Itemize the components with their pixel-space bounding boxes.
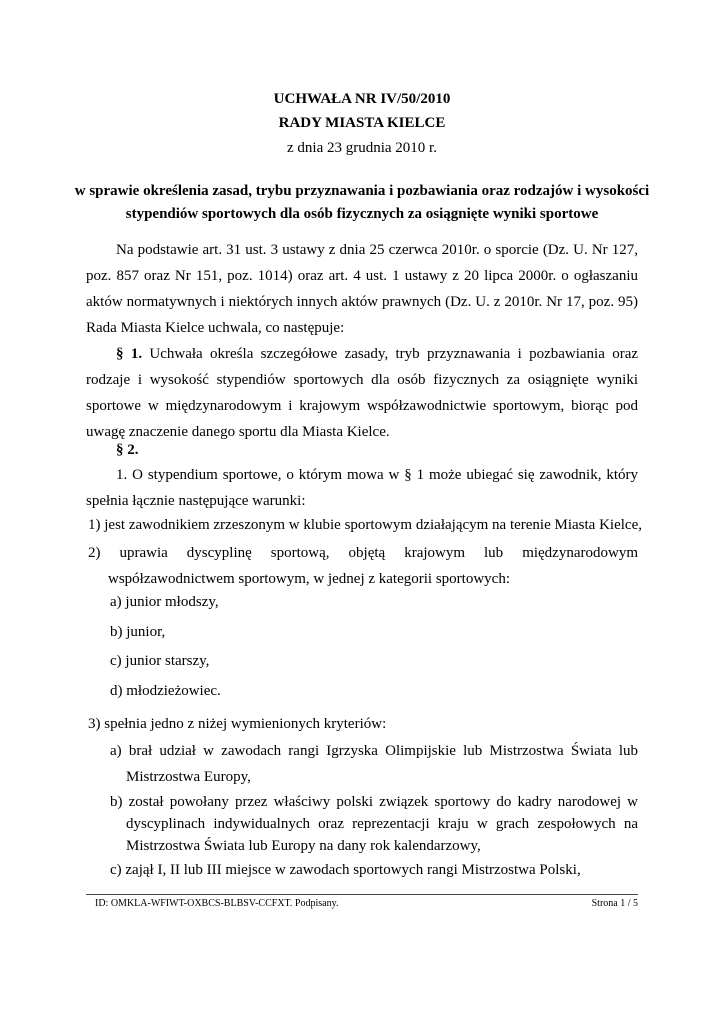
resolution-date: z dnia 23 grudnia 2010 r.	[287, 140, 437, 156]
page-number: Strona 1 / 5	[591, 898, 638, 909]
category-item-c: c) junior starszy,	[110, 653, 210, 669]
section-2-paragraph-1: 1. O stypendium sportowe, o którym mowa w § 1 może ubiegać się zawodnik, który spełnia łącznie następujące warunki:	[86, 467, 638, 509]
category-item-b: b) junior,	[110, 624, 166, 640]
title-line-1: UCHWAŁA NR IV/50/2010	[273, 91, 451, 107]
subject-line-2: stypendiów sportowych dla osób fizycznych za osiągnięte wyniki sportowe	[125, 206, 599, 222]
criterion-item-b: b) został powołany przez właściwy polski związek sportowy do kadry narodowej w dyscyplinach indywidualnych oraz reprezentacji kraju w grach zespołowych na Mistrzostwa Świata lub Europy na dany rok kalendarzowy,	[110, 794, 638, 854]
category-item-a: a) junior młodszy,	[110, 594, 219, 610]
section-2-sign: § 2.	[116, 442, 139, 458]
condition-item-2: 2) uprawia dyscyplinę sportową, objętą krajowym lub międzynarodowym współzawodnictwem sportowym, w jednej z kategorii sportowych:	[88, 545, 638, 587]
document-id: ID: OMKLA-WFIWT-OXBCS-BLBSV-CCFXT. Podpisany.	[95, 898, 339, 909]
criterion-item-a: a) brał udział w zawodach rangi Igrzyska Olimpijskie lub Mistrzostwa Świata lub Mistrzostwa Europy,	[110, 743, 638, 785]
section-1	[86, 341, 638, 445]
criterion-item-c: c) zajął I, II lub III miejsce w zawodach sportowych rangi Mistrzostwa Polski,	[110, 862, 581, 878]
category-item-d: d) młodzieżowiec.	[110, 683, 221, 699]
footer-divider	[86, 894, 638, 895]
title-line-2: RADY MIASTA KIELCE	[278, 115, 446, 131]
condition-item-3: 3) spełnia jedno z niżej wymienionych kryteriów:	[88, 716, 387, 732]
subject-line-1: w sprawie określenia zasad, trybu przyznawania i pozbawiania oraz rodzajów i wysokości	[74, 183, 650, 199]
preamble: Na podstawie art. 31 ust. 3 ustawy z dnia 25 czerwca 2010r. o sporcie (Dz. U. Nr 127, poz. 857 oraz Nr 151, poz. 1014) oraz art. 4 ust. 1 ustawy z 20 lipca 2000r. o ogłaszaniu aktów normatywnych i niektórych innych aktów prawnych (Dz. U. z 2010r. Nr 17, poz. 95) Rada Miasta Kielce uchwala, co następuje:	[86, 242, 638, 336]
section-1-sign: § 1.	[116, 346, 143, 362]
section-1-text: Uchwała określa szczegółowe zasady, tryb przyznawania i pozbawiania oraz rodzaje i wysokość stypendiów sportowych dla osób fizycznych za osiągnięte wyniki sportowe w międzynarodowym i krajowym współzawodnictwie sportowym, biorąc pod uwagę znaczenie danego sportu dla Miasta Kielce.	[86, 346, 639, 440]
condition-item-1: 1) jest zawodnikiem zrzeszonym w klubie sportowym działającym na terenie Miasta Kielce,	[88, 517, 642, 533]
